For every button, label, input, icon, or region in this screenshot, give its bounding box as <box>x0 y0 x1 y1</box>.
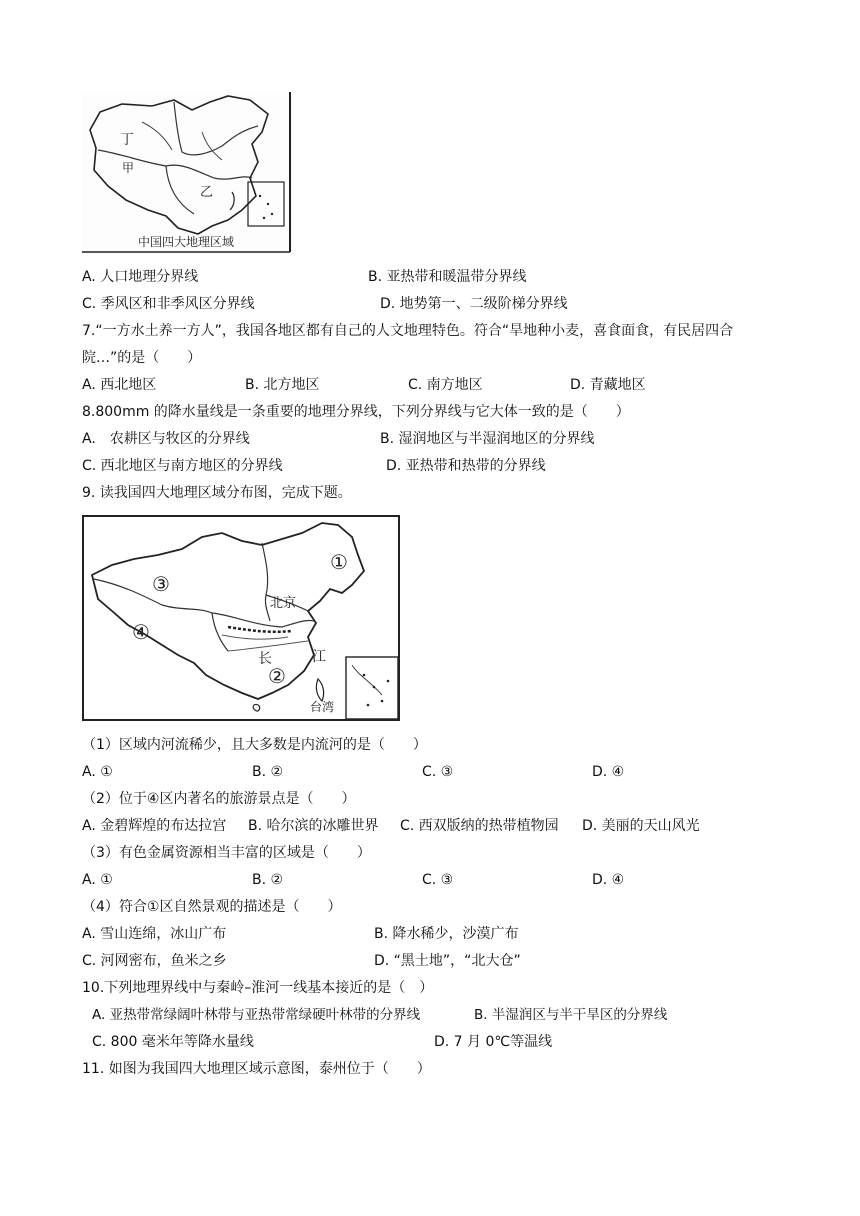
q9-sub2-stem: （2）位于④区内著名的旅游景点是（ ） <box>82 791 356 807</box>
q10-stem: 10.下列地理界线中与秦岭–淮河一线基本接近的是（ ） <box>82 980 434 996</box>
q9-sub1-option-c[interactable]: C. ③ <box>422 764 454 780</box>
q7-option-d[interactable]: D. 青藏地区 <box>570 377 646 393</box>
region-2-label: ② <box>268 664 286 688</box>
q9-sub3-stem: （3）有色金属资源相当丰富的区域是（ ） <box>82 845 371 861</box>
q9-sub4-option-d[interactable]: D. “黑土地”，“北大仓” <box>374 953 521 969</box>
q9-sub4-stem: （4）符合①区自然景观的描述是（ ） <box>82 899 342 915</box>
q8-option-a[interactable]: A. 农耕区与牧区的分界线 <box>82 431 250 447</box>
label-yi: 乙 <box>200 185 214 200</box>
q10-option-b[interactable]: B. 半湿润区与半干旱区的分界线 <box>474 1007 668 1023</box>
q9-sub4-option-c[interactable]: C. 河网密布，鱼米之乡 <box>82 953 227 969</box>
q9-sub2-option-c[interactable]: C. 西双版纳的热带植物园 <box>400 818 559 834</box>
q7-stem-line1: 7.“一方水土养一方人”，我国各地区都有自己的人文地理特色。符合“旱地种小麦，喜食面食，有民居四合 <box>82 323 734 339</box>
q9-sub4-option-b[interactable]: B. 降水稀少，沙漠广布 <box>374 926 519 942</box>
region-3-label: ③ <box>152 572 170 596</box>
q9-sub4-option-a[interactable]: A. 雪山连绵，冰山广布 <box>82 926 227 942</box>
region-1-label: ① <box>330 550 348 574</box>
q9-sub3-option-a[interactable]: A. ① <box>82 872 113 888</box>
q7-option-c[interactable]: C. 南方地区 <box>408 377 483 393</box>
q9-sub1-option-d[interactable]: D. ④ <box>592 764 625 780</box>
q9-sub3-option-b[interactable]: B. ② <box>252 872 284 888</box>
changjiang-label-1: 长 <box>258 651 272 667</box>
q9-sub3-option-c[interactable]: C. ③ <box>422 872 454 888</box>
q10-option-a[interactable]: A. 亚热带常绿阔叶林带与亚热带常绿硬叶林带的分界线 <box>92 1007 421 1023</box>
map-four-regions-numbered <box>82 515 400 721</box>
q7-stem-line2: 院…”的是（ ） <box>82 350 202 366</box>
region-4-label: ④ <box>132 620 150 644</box>
q6-option-d[interactable]: D. 地势第一、二级阶梯分界线 <box>380 296 568 312</box>
q9-sub1-option-a[interactable]: A. ① <box>82 764 113 780</box>
map-caption: 中国四大地理区域 <box>138 235 235 249</box>
q7-option-b[interactable]: B. 北方地区 <box>245 377 320 393</box>
q11-stem: 11. 如图为我国四大地理区域示意图，泰州位于（ ） <box>82 1061 431 1077</box>
q10-option-c[interactable]: C. 800 毫米年等降水量线 <box>92 1034 254 1050</box>
q8-option-d[interactable]: D. 亚热带和热带的分界线 <box>386 458 546 474</box>
changjiang-label-2: 江 <box>312 649 326 665</box>
q8-stem: 8.800mm 的降水量线是一条重要的地理分界线，下列分界线与它大体一致的是（ ） <box>82 404 630 420</box>
q6-option-c[interactable]: C. 季风区和非季风区分界线 <box>82 296 255 312</box>
q9-stem: 9. 读我国四大地理区域分布图，完成下题。 <box>82 485 352 501</box>
q9-sub3-option-d[interactable]: D. ④ <box>592 872 625 888</box>
q9-sub2-option-b[interactable]: B. 哈尔滨的冰雕世界 <box>248 818 379 834</box>
taiwan-label: 台湾 <box>310 700 335 714</box>
label-jia: 甲 <box>122 161 135 175</box>
q9-sub2-option-d[interactable]: D. 美丽的天山风光 <box>582 818 700 834</box>
q8-option-c[interactable]: C. 西北地区与南方地区的分界线 <box>82 458 283 474</box>
q9-sub1-stem: （1）区域内河流稀少，且大多数是内流河的是（ ） <box>82 737 427 753</box>
beijing-label: 北京 <box>270 596 297 611</box>
q7-option-a[interactable]: A. 西北地区 <box>82 377 157 393</box>
map-four-regions-small <box>82 92 294 254</box>
q6-option-a[interactable]: A. 人口地理分界线 <box>82 269 199 285</box>
label-ding: 丁 <box>120 132 134 148</box>
q9-sub1-option-b[interactable]: B. ② <box>252 764 284 780</box>
q8-option-b[interactable]: B. 湿润地区与半湿润地区的分界线 <box>380 431 595 447</box>
q6-option-b[interactable]: B. 亚热带和暖温带分界线 <box>368 269 527 285</box>
q10-option-d[interactable]: D. 7 月 0℃等温线 <box>434 1034 553 1050</box>
q9-sub2-option-a[interactable]: A. 金碧辉煌的布达拉宫 <box>82 818 227 834</box>
